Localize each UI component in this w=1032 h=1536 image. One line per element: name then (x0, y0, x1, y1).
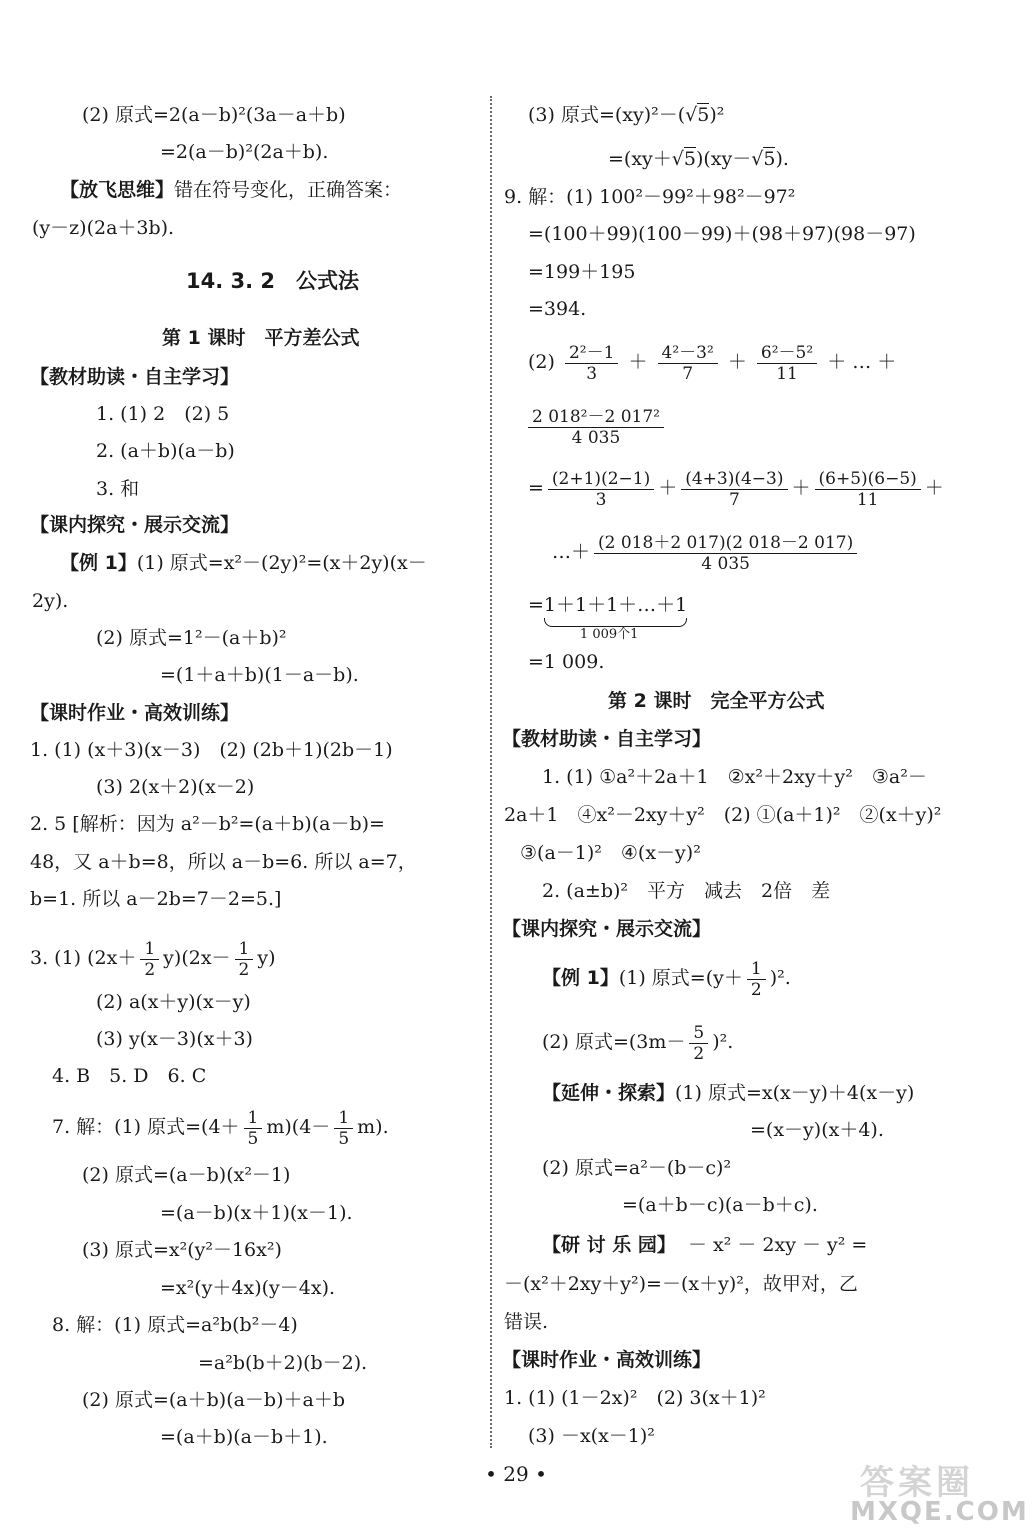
text-fragment: ＋ … ＋ (827, 351, 897, 373)
text-fragment: (3) 原式=(xy)²－(√ (528, 104, 698, 126)
fraction (594, 533, 857, 574)
numerator: (2+1)(2−1) (548, 469, 654, 490)
numerator: 2²－1 (565, 343, 618, 364)
fraction (658, 343, 718, 384)
fraction (815, 469, 921, 510)
denominator: 5 (338, 1128, 350, 1149)
text-line (542, 1232, 867, 1258)
denominator: 4 035 (701, 553, 750, 574)
fraction (528, 407, 664, 448)
text-line: =(a＋b－c)(a－b＋c). (622, 1194, 818, 1216)
fraction (235, 939, 254, 980)
text-line: (3) 原式=x²(y²－16x²) (82, 1239, 282, 1261)
text-line: (3) y(x－3)(x＋3) (96, 1028, 253, 1050)
text-fragment: (2) (528, 351, 555, 373)
heading: 【教材助读・自主学习】 (502, 728, 712, 750)
tag-text: － x² － 2xy － y² = (687, 1234, 868, 1256)
text-line (528, 102, 724, 128)
text-line: (2) 原式=(a－b)(x²－1) (82, 1164, 291, 1186)
numerator: 1 (235, 939, 254, 960)
text-line (60, 177, 402, 203)
text-fragment: (2) 原式=(3m－ (542, 1031, 686, 1053)
text-fragment: 7. 解：(1) 原式=(4＋ (52, 1116, 240, 1138)
heading: 【课时作业・高效训练】 (30, 702, 240, 724)
heading: 【课内探究・展示交流】 (502, 918, 712, 940)
fraction (747, 959, 766, 1000)
text-line: 3. 和 (96, 478, 140, 500)
denominator: 3 (586, 363, 598, 384)
text-line (542, 1022, 733, 1062)
text-line: 4. B 5. D 6. C (52, 1065, 207, 1087)
brace-shape (544, 618, 687, 627)
numerator: 1 (140, 939, 159, 960)
text-fragment: = (528, 594, 544, 616)
text-line (608, 146, 789, 172)
denominator: 2 (238, 959, 250, 980)
text-line: 1. (1) ①a²＋2a＋1 ②x²＋2xy＋y² ③a²－ (542, 766, 927, 788)
watermark (840, 1455, 1032, 1536)
text-line: 错误. (504, 1311, 549, 1333)
text-line (542, 958, 791, 998)
lesson-title: 第 1 课时 平方差公式 (162, 327, 360, 349)
watermark-text: MXQE.COM (850, 1497, 1029, 1527)
fraction (140, 939, 159, 980)
radicand: 5 (697, 104, 710, 126)
text-fragment: y)(2x－ (163, 947, 231, 969)
denominator: 2 (750, 979, 762, 1000)
brace-content: 1＋1＋1＋…＋1 (543, 594, 688, 616)
text-line (524, 404, 668, 448)
text-line: (2) a(x＋y)(x－y) (96, 991, 251, 1013)
fraction (689, 1023, 708, 1064)
denominator: 2 (693, 1043, 705, 1064)
fraction (757, 343, 817, 384)
brace-label: 1 009个1 (579, 627, 639, 642)
text-line: (2) 原式=a²－(b－c)² (542, 1157, 732, 1179)
text-line: 2. (a±b)² 平方 减去 2倍 差 (542, 880, 831, 902)
text-line (60, 550, 427, 576)
tag-label: 【例 1】 (60, 552, 137, 574)
denominator: 5 (247, 1128, 259, 1149)
fraction (681, 469, 787, 510)
denominator: 7 (728, 489, 740, 510)
denominator: 11 (856, 489, 879, 510)
text-line: 2. (a＋b)(a－b) (96, 440, 235, 462)
text-line: =(a－b)(x＋1)(x－1). (160, 1202, 353, 1224)
text-line: =x²(y＋4x)(y－4x). (160, 1277, 336, 1299)
text-line: =1 009. (528, 651, 605, 673)
text-fragment: )² (709, 104, 725, 126)
text-line: =(1＋a＋b)(1－a－b). (160, 664, 359, 686)
text-fragment: )². (712, 1031, 734, 1053)
text-line (52, 1107, 389, 1147)
text-line: =a²b(b＋2)(b－2). (198, 1352, 368, 1374)
heading: 【课内探究・展示交流】 (30, 514, 240, 536)
column-divider (490, 96, 492, 1448)
numerator: 1 (334, 1108, 353, 1129)
tag-label: 【延伸・探索】 (542, 1082, 676, 1104)
text-line (30, 938, 276, 978)
fraction (334, 1108, 353, 1149)
lesson-title: 第 2 课时 完全平方公式 (608, 690, 825, 712)
text-line: (2) 原式=(a＋b)(a－b)＋a＋b (82, 1389, 345, 1411)
fraction (548, 469, 654, 510)
text-line: 2. 5 [解析：因为 a²－b²=(a＋b)(a－b)= (30, 813, 385, 835)
text-line: (2) 原式=2(a－b)²(3a－a＋b) (82, 104, 346, 126)
text-fragment: ). (775, 148, 789, 170)
text-line: 8. 解：(1) 原式=a²b(b²－4) (52, 1314, 298, 1336)
denominator: 3 (595, 489, 607, 510)
text-line: (2) $\frac{\text{2²－1}}{3}$ ＋ $\frac{\text{4²－3²}}{7}$ ＋ $\frac{\text{6²－5²}}{11}$ ＋ … ＋ (528, 342, 897, 384)
text-line: =199＋195 (528, 261, 636, 283)
text-fragment: …＋ (552, 541, 591, 563)
radicand: 5 (763, 148, 776, 170)
numerator: 4²－3² (658, 343, 718, 364)
text-line: (y－z)(2a＋3b). (32, 217, 175, 239)
text-line: 2y). (32, 590, 69, 612)
text-line: 9. 解：(1) 100²－99²＋98²－97² (504, 186, 796, 208)
tag-text: 错在符号变化，正确答案： (174, 179, 403, 201)
text-line: 1. (1) (x＋3)(x－3) (2) (2b＋1)(2b－1) (30, 739, 393, 761)
numerator: 2 018²－2 017² (528, 407, 664, 428)
text-fragment: m)(4－ (266, 1116, 331, 1138)
text-line: －(x²＋2xy＋y²)=－(x＋y)²，故甲对，乙 (504, 1273, 858, 1295)
text-line: = $\frac{(2+1)(2-1)}{3}$ ＋ $\frac{(4+3)(4-3)}{7}$ ＋ $\frac{(6+5)(6-5)}{11}$ ＋ (528, 468, 944, 510)
fraction (565, 343, 618, 384)
section-title: 14. 3. 2 公式法 (186, 269, 360, 293)
watermark-logo: 答案圈 (860, 1463, 974, 1503)
tag-text: (1) 原式=x(x－y)＋4(x－y) (675, 1082, 915, 1104)
denominator: 2 (144, 959, 156, 980)
numerator: (6+5)(6−5) (815, 469, 921, 490)
tag-label: 【例 1】 (542, 967, 619, 989)
tag-text: (1) 原式=x²－(2y)²=(x＋2y)(x－ (136, 552, 427, 574)
numerator: (2 018＋2 017)(2 018－2 017) (594, 533, 857, 554)
text-fragment: y) (257, 947, 276, 969)
text-line: =2(a－b)²(2a＋b). (160, 141, 329, 163)
numerator: 1 (244, 1108, 263, 1129)
text-line: (3) 2(x＋2)(x－2) (96, 776, 255, 798)
text-line: ③(a－1)² ④(x－y)² (520, 842, 701, 864)
text-fragment: )². (769, 967, 791, 989)
fraction (244, 1108, 263, 1149)
numerator: (4+3)(4−3) (681, 469, 787, 490)
text-line: 1. (1) 2 (2) 5 (96, 403, 230, 425)
page-number: • 29 • (485, 1462, 547, 1486)
numerator: 6²－5² (757, 343, 817, 364)
text-line: 48，又 a＋b=8，所以 a－b=6. 所以 a=7， (30, 851, 417, 873)
tag-label: 【研 讨 乐 园】 (542, 1234, 676, 1256)
text-line: 1. (1) (1－2x)² (2) 3(x＋1)² (504, 1387, 766, 1409)
numerator: 1 (747, 959, 766, 980)
denominator: 7 (682, 363, 694, 384)
text-line: =(x－y)(x＋4). (750, 1119, 884, 1141)
tag-label: 【放飞思维】 (60, 179, 175, 201)
text-line (528, 592, 688, 642)
text-line (542, 1080, 914, 1106)
radicand: 5 (683, 148, 696, 170)
text-line: b=1. 所以 a－2b=7－2=5.] (30, 888, 282, 910)
text-line: =(a＋b)(a－b＋1). (160, 1426, 328, 1448)
numerator: 5 (689, 1023, 708, 1044)
text-line: =394. (528, 298, 587, 320)
text-line (552, 530, 861, 574)
underbrace (543, 592, 688, 642)
text-line: (3) －x(x－1)² (528, 1425, 655, 1447)
text-fragment: m). (357, 1116, 389, 1138)
text-line: =(100＋99)(100－99)＋(98＋97)(98－97) (528, 223, 916, 245)
text-fragment: )(xy－√ (695, 148, 764, 170)
heading: 【课时作业・高效训练】 (502, 1349, 712, 1371)
text-fragment: (1) 原式=(y＋ (618, 967, 743, 989)
denominator: 11 (776, 363, 798, 384)
text-fragment: 3. (1) (2x＋ (30, 947, 137, 969)
text-fragment: =(xy＋√ (608, 148, 684, 170)
text-line: 2a＋1 ④x²－2xy＋y² (2) ①(a＋1)² ②(x＋y)² (504, 804, 942, 826)
heading: 【教材助读・自主学习】 (30, 366, 240, 388)
text-line: (2) 原式=1²－(a＋b)² (96, 627, 287, 649)
denominator: 4 035 (571, 427, 621, 448)
